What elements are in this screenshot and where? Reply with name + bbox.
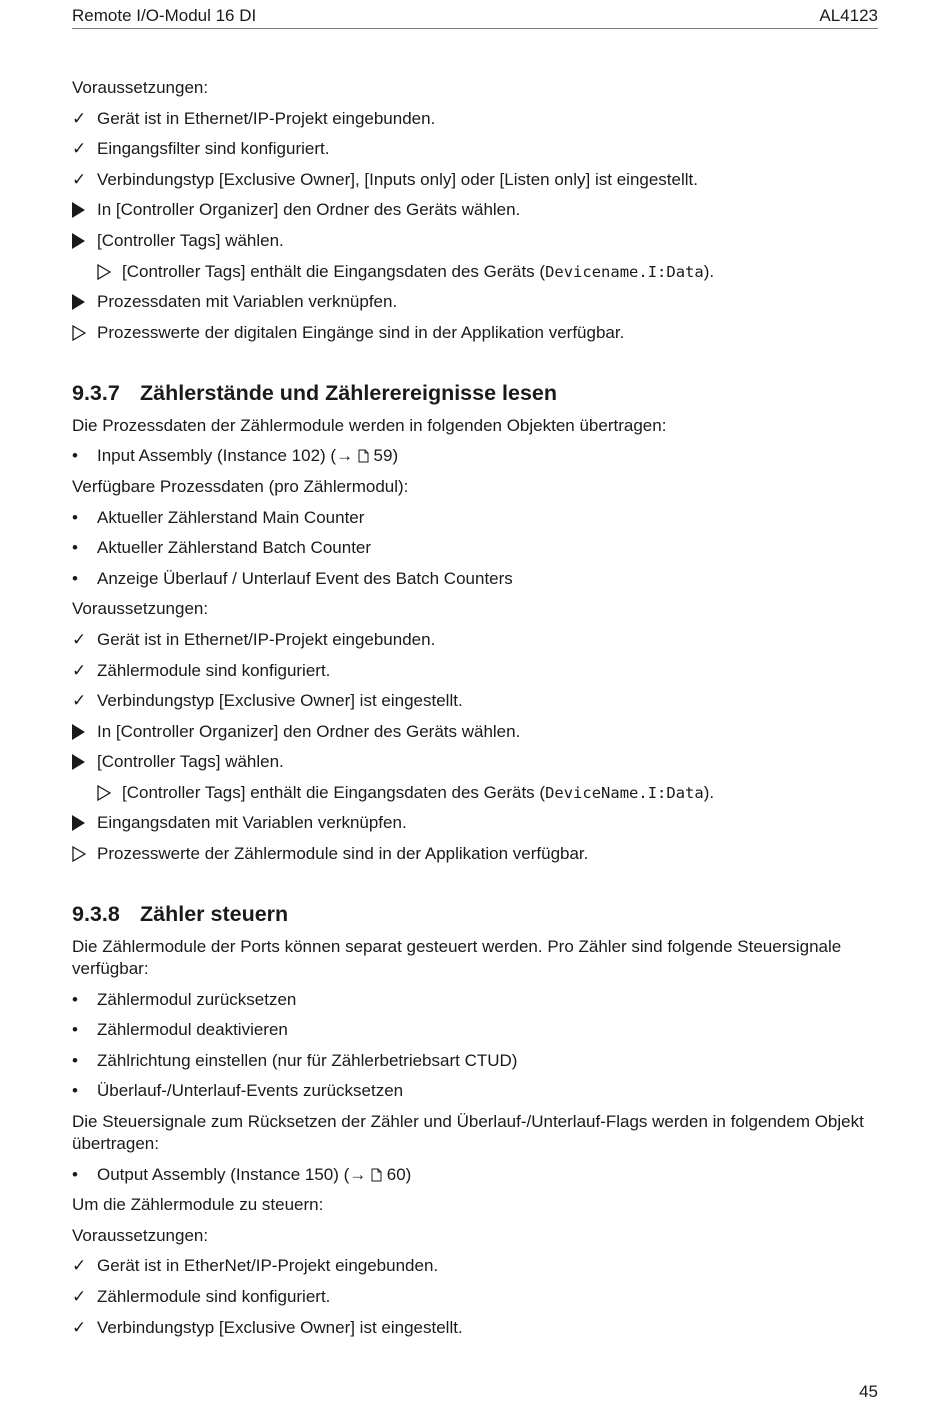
section-heading-9-3-8 (72, 901, 880, 927)
paragraph: Die Zählermodule der Ports können separat gesteuert werden. Pro Zähler sind folgende Steuersignale verfügbar: (72, 937, 842, 979)
prerequisite-item: ✓ Gerät ist in EtherNet/IP-Projekt eingebunden. (72, 1256, 439, 1276)
prerequisites-label: Voraussetzungen: (72, 1225, 209, 1245)
cross-reference-arrow-icon: → (336, 446, 354, 466)
prerequisite-item: ✓ Zählermodule sind konfiguriert. (72, 1287, 331, 1306)
bullet-icon: • (72, 989, 78, 1009)
step-arrow-icon (72, 230, 90, 252)
bullet-item: • Anzeige Überlauf / Unterlauf Event des Batch Counters (72, 568, 513, 588)
step-arrow-icon (72, 721, 90, 743)
header-article-number: AL4123 (819, 6, 878, 25)
tag-code: Devicename.I:Data (545, 262, 704, 281)
bullet-item: • Output Assembly (Instance 150) (→ 60) (72, 1164, 880, 1186)
check-icon: ✓ (72, 169, 87, 189)
cross-reference-arrow-icon: → (349, 1164, 367, 1184)
section-title: Zählerstände und Zählerereignisse lesen (140, 380, 558, 405)
page-reference-link[interactable]: 60) (386, 1164, 412, 1184)
instruction-step: [Controller Tags] wählen. (72, 230, 880, 252)
bullet-item: • Aktueller Zählerstand Batch Counter (72, 538, 372, 558)
step-arrow-icon (72, 291, 90, 313)
page-header (72, 4, 878, 29)
bullet-item: • Zählermodul zurücksetzen (72, 989, 297, 1009)
instruction-step: [Controller Tags] wählen. (72, 751, 880, 773)
result-arrow-icon (72, 322, 90, 344)
step-arrow-icon (72, 812, 90, 834)
step-arrow-icon (72, 751, 90, 773)
instruction-step: In [Controller Organizer] den Ordner des Geräts wählen. (72, 199, 880, 221)
check-icon: ✓ (72, 139, 87, 159)
section-title: Zähler steuern (140, 902, 289, 927)
final-result: Prozesswerte der Zählermodule sind in der Applikation verfügbar. (72, 843, 880, 865)
bullet-item: • Überlauf-/Unterlauf-Events zurücksetzen (72, 1081, 404, 1101)
prerequisite-item: ✓ Eingangsfilter sind konfiguriert. (72, 139, 330, 159)
result-arrow-icon (97, 261, 115, 283)
paragraph: Die Steuersignale zum Rücksetzen der Zähler und Überlauf-/Unterlauf-Flags werden in folgendem Objekt übertragen: (72, 1112, 864, 1154)
result-arrow-icon (97, 782, 115, 804)
prerequisite-item: ✓ Zählermodule sind konfiguriert. (72, 660, 331, 680)
check-icon: ✓ (72, 660, 87, 680)
step-arrow-icon (72, 199, 90, 221)
prerequisite-item: ✓ Verbindungstyp [Exclusive Owner], [Inputs only] oder [Listen only] ist eingestellt. (72, 169, 698, 189)
section-number: 9.3.8 (72, 902, 120, 927)
bullet-icon: • (72, 538, 78, 558)
bullet-icon: • (72, 507, 78, 527)
result-arrow-icon (72, 843, 90, 865)
prerequisite-item: ✓ Gerät ist in Ethernet/IP-Projekt eingebunden. (72, 108, 436, 128)
section-number: 9.3.7 (72, 380, 120, 405)
paragraph: Verfügbare Prozessdaten (pro Zählermodul): (72, 476, 409, 496)
page-number: 45 (859, 1382, 878, 1401)
check-icon: ✓ (72, 108, 87, 128)
bullet-icon: • (72, 568, 78, 588)
prerequisite-item: ✓ Gerät ist in Ethernet/IP-Projekt eingebunden. (72, 629, 436, 649)
intermediate-result: [Controller Tags] enthält die Eingangsdaten des Geräts (DeviceName.I:Data). (72, 782, 880, 804)
paragraph: Die Prozessdaten der Zählermodule werden in folgenden Objekten übertragen: (72, 415, 667, 435)
header-product-name: Remote I/O-Modul 16 DI (72, 6, 257, 25)
bullet-icon: • (72, 1164, 78, 1184)
check-icon: ✓ (72, 629, 87, 649)
bullet-icon: • (72, 1050, 78, 1070)
paragraph: Um die Zählermodule zu steuern: (72, 1195, 324, 1215)
page-reference-link[interactable]: 59) (373, 446, 399, 466)
check-icon: ✓ (72, 1287, 87, 1306)
section-heading-9-3-7 (72, 380, 880, 406)
instruction-step: Prozessdaten mit Variablen verknüpfen. (72, 291, 880, 313)
prerequisite-item: ✓ Verbindungstyp [Exclusive Owner] ist eingestellt. (72, 691, 463, 711)
check-icon: ✓ (72, 1317, 87, 1337)
bullet-icon: • (72, 446, 78, 466)
instruction-step: In [Controller Organizer] den Ordner des Geräts wählen. (72, 721, 880, 743)
bullet-item: • Zählrichtung einstellen (nur für Zählerbetriebsart CTUD) (72, 1050, 518, 1070)
tag-code: DeviceName.I:Data (545, 783, 704, 802)
prerequisites-label: Voraussetzungen: (72, 599, 209, 619)
page-content (72, 77, 880, 1347)
page-reference-icon (371, 1166, 382, 1188)
prerequisites-label: Voraussetzungen: (72, 78, 209, 97)
instruction-step: Eingangsdaten mit Variablen verknüpfen. (72, 812, 880, 834)
check-icon: ✓ (72, 1256, 87, 1276)
page-reference-icon (358, 447, 369, 469)
bullet-item: • Aktueller Zählerstand Main Counter (72, 507, 365, 527)
bullet-item: • Zählermodul deaktivieren (72, 1020, 288, 1040)
bullet-item: • Input Assembly (Instance 102) (→ 59) (72, 445, 880, 467)
intermediate-result: [Controller Tags] enthält die Eingangsdaten des Geräts (Devicename.I:Data). (72, 261, 880, 283)
bullet-icon: • (72, 1081, 78, 1101)
final-result: Prozesswerte der digitalen Eingänge sind in der Applikation verfügbar. (72, 322, 880, 344)
check-icon: ✓ (72, 691, 87, 711)
prerequisite-item: ✓ Verbindungstyp [Exclusive Owner] ist eingestellt. (72, 1317, 463, 1337)
bullet-icon: • (72, 1020, 78, 1040)
